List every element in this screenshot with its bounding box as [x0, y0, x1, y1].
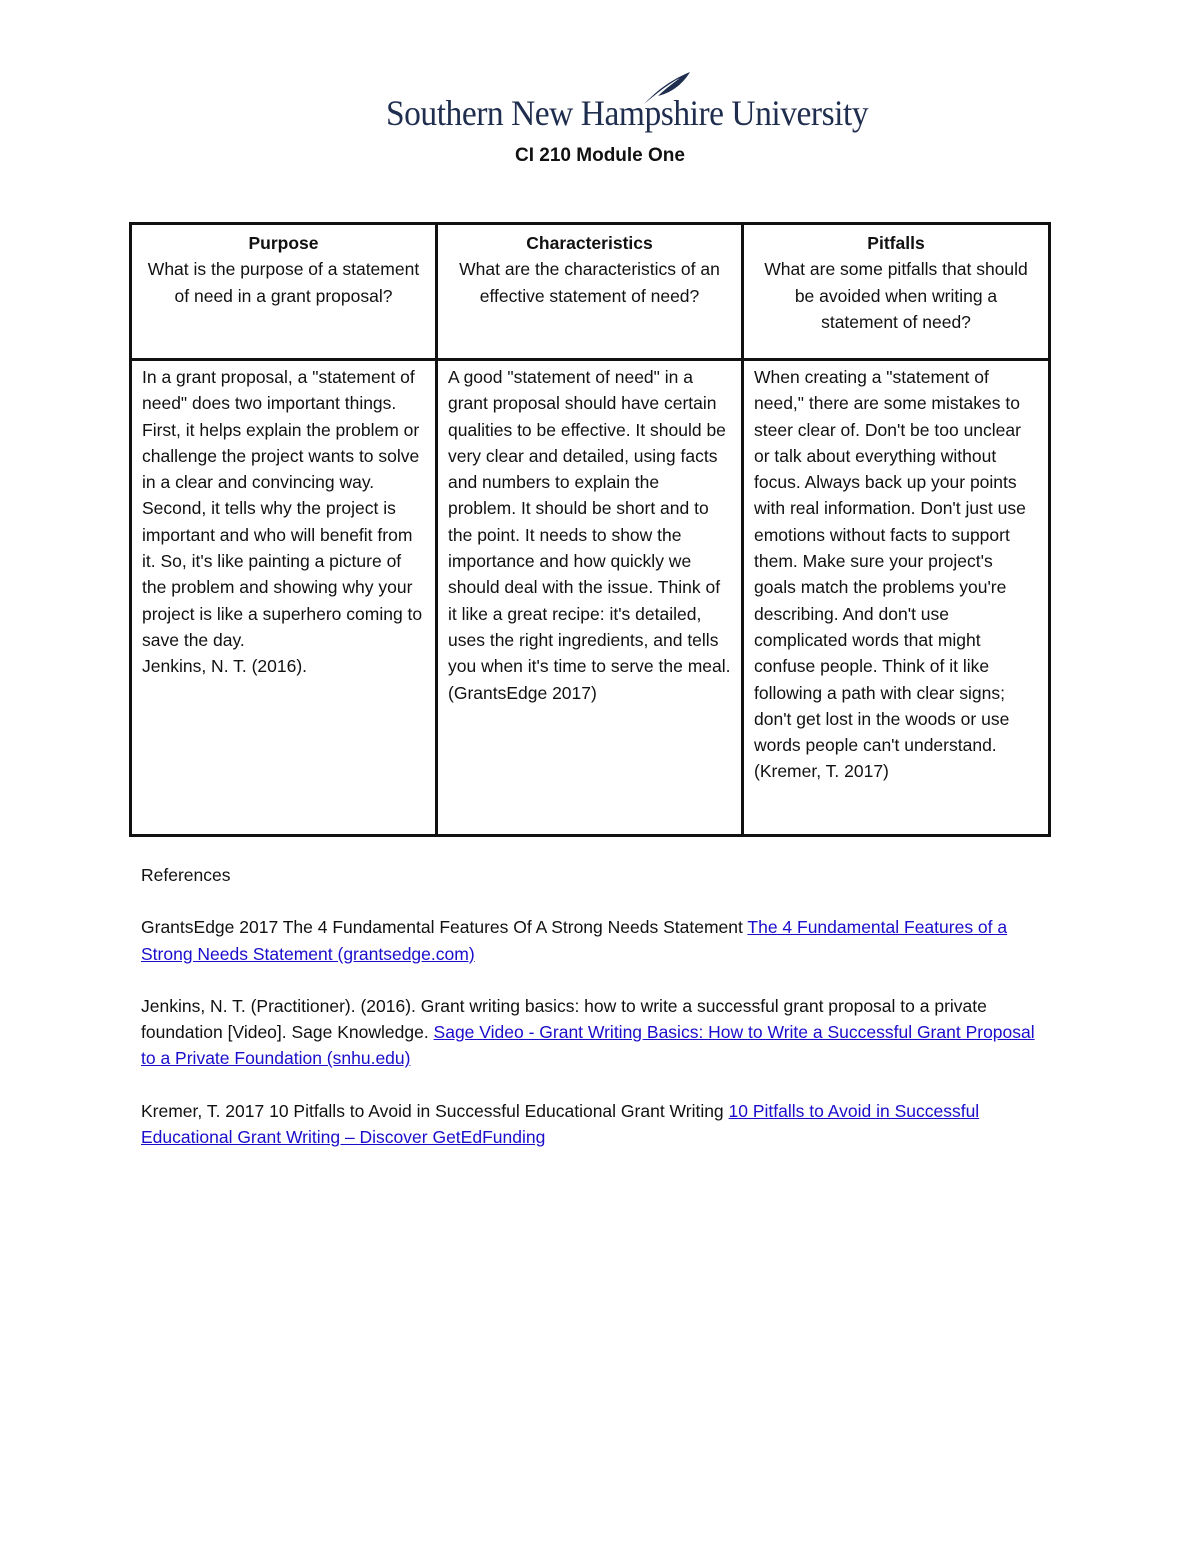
references-section — [141, 862, 1051, 1176]
reference-text: Kremer, T. 2017 10 Pitfalls to Avoid in Successful Educational Grant Writing — [141, 1100, 729, 1121]
logo-wordmark: Southern New Hampshire University — [386, 93, 869, 133]
header-title: Purpose — [248, 233, 319, 253]
header-question: What is the purpose of a statement of need in a grant proposal? — [147, 259, 420, 306]
university-logo — [386, 70, 869, 138]
table-header-row — [131, 224, 1050, 360]
reference-item — [141, 1098, 1051, 1151]
reference-link[interactable]: Sage Video - Grant Writing Basics: How to Write a Successful Grant Proposal to a Private Foundation (snhu.edu) — [141, 1022, 1035, 1069]
reference-item — [141, 914, 1051, 967]
header-question: What are the characteristics of an effective statement of need? — [459, 259, 720, 306]
cell-pitfalls — [743, 360, 1050, 836]
header-question: What are some pitfalls that should be avoided when writing a statement of need? — [764, 259, 1028, 332]
page-title: CI 210 Module One — [515, 145, 685, 166]
cell-purpose — [131, 360, 437, 836]
header-characteristics — [437, 224, 743, 360]
reference-link[interactable]: 10 Pitfalls to Avoid in Successful Educational Grant Writing – Discover GetEdFunding — [141, 1100, 980, 1148]
reference-text: Jenkins, N. T. (Practitioner). (2016). Grant writing basics: how to write a successful grant proposal to a private foundation [Video]. Sage Knowledge. — [141, 995, 987, 1043]
header-pitfalls — [743, 224, 1050, 360]
header-purpose — [131, 224, 437, 360]
header-title: Pitfalls — [867, 233, 925, 253]
cell-characteristics — [437, 360, 743, 836]
cell-text: In a grant proposal, a "statement of need" does two important things. First, it helps explain the problem or challenge the project wants to solve in a clear and convincing way. Second, it tells why the project is important and who will benefit from it. So, it's like painting a picture of the problem and showing why your project is like a superhero coming to save the day. Jenkins, N. T. (2016). — [142, 367, 423, 677]
table-row — [131, 360, 1050, 836]
cell-text: When creating a "statement of need," there are some mistakes to steer clear of. Don't be too unclear or talk about everything without focus. Always back up your points with real information. Don't just use emotions without facts to support them. Make sure your project's goals match the problems you're describing. And don't use complicated words that might confuse people. Think of it like following a path with clear signs; don't get lost in the woods or use words people can't understand. (Kremer, T. 2017) — [754, 367, 1026, 782]
cell-text: A good "statement of need" in a grant proposal should have certain qualities to be effective. It should be very clear and detailed, using facts and numbers to explain the problem. It should be short and to the point. It needs to show the importance and how quickly we should deal with the issue. Think of it like a great recipe: it's detailed, uses the right ingredients, and tells you when it's time to serve the meal. (GrantsEdge 2017) — [448, 367, 731, 703]
reference-link[interactable]: The 4 Fundamental Features of a Strong Needs Statement (grantsedge.com) — [141, 917, 1008, 964]
reference-item — [141, 993, 1051, 1072]
header-title: Characteristics — [526, 233, 653, 253]
statement-of-need-table — [129, 222, 1051, 837]
reference-text: GrantsEdge 2017 The 4 Fundamental Features Of A Strong Needs Statement — [141, 917, 748, 938]
references-heading: References — [141, 865, 231, 885]
